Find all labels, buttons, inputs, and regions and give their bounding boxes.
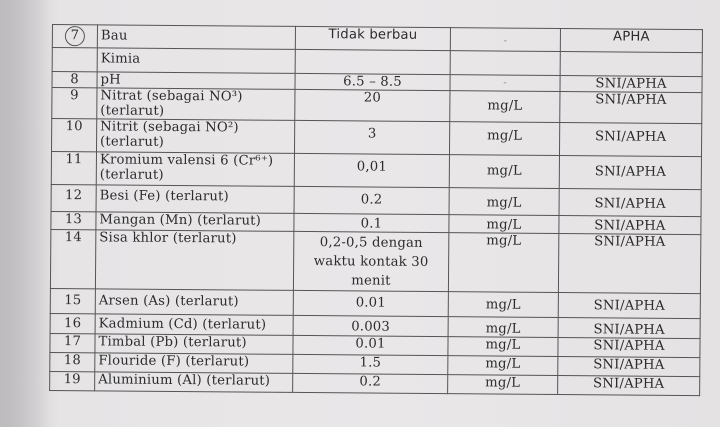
method-cell: APHA (560, 28, 702, 52)
method-cell: SNI/APHA (559, 188, 701, 216)
row-number (52, 48, 97, 72)
limit-cell: 0,01 (294, 153, 449, 187)
limit-cell: 0.01 (293, 335, 448, 355)
table-row (50, 229, 700, 293)
method-cell: SNI/APHA (558, 375, 700, 395)
unit-cell: mg/L (449, 188, 559, 216)
unit-cell: mg/L (448, 292, 558, 318)
unit-cell: - (450, 28, 560, 52)
row-number: 13 (51, 211, 96, 229)
method-cell: SNI/APHA (558, 356, 700, 376)
unit-cell: mg/L (449, 215, 559, 234)
limit-cell: Tidak berbau (295, 26, 450, 50)
method-cell: SNI/APHA (560, 75, 702, 92)
method-cell: SNI/APHA (558, 292, 700, 318)
parameter-cell: pH (97, 72, 295, 90)
method-cell: SNI/APHA (558, 337, 700, 357)
row-number (52, 25, 97, 48)
unit-cell: - (450, 75, 560, 92)
row-number: 18 (50, 352, 95, 371)
row-number: 9 (52, 88, 97, 119)
limit-cell: 0.2 (294, 186, 449, 214)
parameter-cell: Aluminium (Al) (terlarut) (95, 372, 293, 393)
unit-cell: mg/L (448, 233, 558, 293)
row-number: 17 (50, 333, 95, 352)
circled-row-number: 7 (65, 26, 85, 46)
method-cell: SNI/APHA (558, 317, 700, 338)
limit-cell: 0.1 (294, 213, 449, 232)
limit-cell: 0.01 (293, 290, 448, 316)
row-number: 14 (50, 229, 95, 288)
parameter-cell: Flouride (F) (terlarut) (95, 353, 293, 374)
unit-cell (450, 51, 560, 76)
table-row (51, 119, 701, 157)
unit-cell: mg/L (448, 375, 558, 395)
limit-cell (295, 49, 450, 74)
table-row (52, 88, 702, 124)
parameter-cell: Timbal (Pb) (terlarut) (95, 334, 293, 355)
method-cell (560, 51, 702, 76)
parameter-cell: Besi (Fe) (terlarut) (96, 185, 294, 214)
table-row (50, 371, 700, 395)
unit-cell: mg/L (449, 122, 559, 156)
row-number: 12 (51, 184, 96, 211)
limit-cell: 0.2 (293, 373, 448, 393)
method-cell: SNI/APHA (559, 215, 701, 234)
section-heading: Kimia (97, 48, 295, 74)
limit-cell: 20 (295, 89, 450, 121)
limit-cell: 1.5 (293, 354, 448, 374)
method-cell: SNI/APHA (560, 91, 702, 123)
limit-cell: 3 (294, 120, 449, 154)
row-number: 11 (51, 152, 96, 185)
unit-cell: mg/L (449, 155, 559, 189)
method-cell: SNI/APHA (559, 155, 701, 189)
limit-cell: 0,2-0,5 dengan waktu kontak 30 menit (293, 231, 448, 291)
parameter-cell: Nitrat (sebagai NO³) (terlarut) (97, 88, 295, 121)
parameter-cell: Mangan (Mn) (terlarut) (96, 212, 294, 232)
water-quality-table (49, 24, 703, 396)
parameter-cell: Kadmium (Cd) (terlarut) (95, 314, 293, 336)
limit-cell: 6.5 – 8.5 (295, 73, 450, 90)
row-number: 10 (51, 119, 96, 152)
parameter-cell: Bau (97, 25, 295, 50)
row-number: 16 (50, 313, 95, 333)
unit-cell: mg/L (450, 91, 560, 123)
unit-cell: mg/L (448, 317, 558, 338)
parameter-cell: Arsen (As) (terlarut) (95, 289, 293, 316)
page-edge-shadow (0, 0, 50, 427)
unit-cell: mg/L (448, 356, 558, 376)
method-cell: SNI/APHA (559, 122, 701, 156)
method-cell: SNI/APHA (558, 233, 700, 293)
unit-cell: mg/L (448, 337, 558, 357)
row-number: 15 (50, 288, 95, 313)
row-number: 19 (50, 371, 95, 390)
table-row (51, 152, 701, 190)
parameter-cell: Nitrit (sebagai NO²) (terlarut) (96, 119, 294, 154)
row-number: 8 (52, 72, 97, 88)
limit-cell: 0.003 (293, 315, 448, 336)
parameter-cell: Sisa khlor (terlarut) (95, 230, 293, 291)
parameter-cell: Kromium valensi 6 (Cr⁶⁺) (terlarut) (96, 152, 294, 187)
